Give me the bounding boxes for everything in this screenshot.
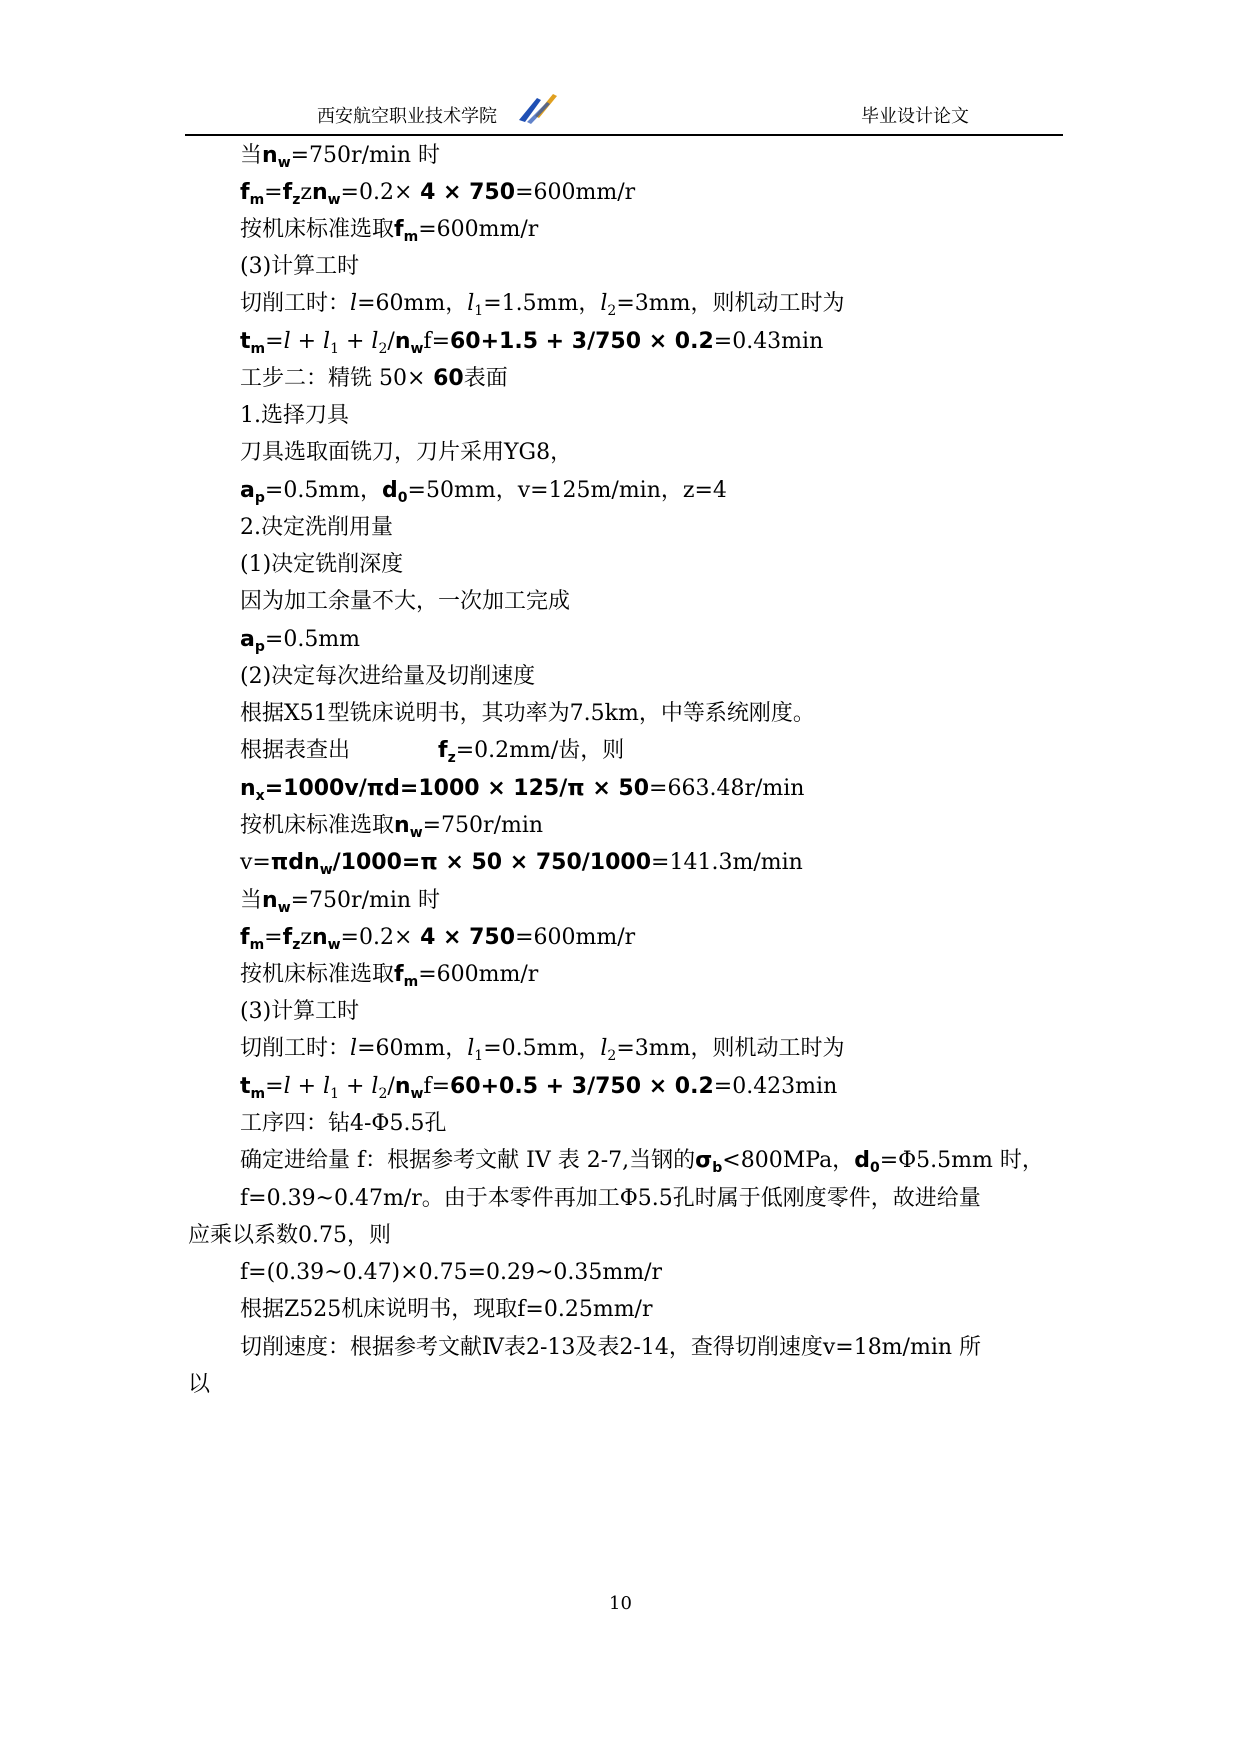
text-line: 2.决定洗削用量 — [240, 515, 393, 540]
text-line: 切削工时：l=60mm，$l_1=1.5mm$，$l_2=3mm$，则机动工时为 — [240, 291, 845, 319]
page-header — [185, 98, 1063, 136]
text-line: 切削速度：根据参考文献Ⅳ表2-13及表2-14，查得切削速度v=18m/min 所 — [240, 1335, 982, 1360]
text-line: 切削工时：l=60mm，$l_1=0.5mm$，$l_2=3mm$，则机动工时为 — [240, 1036, 845, 1064]
text-line: 应乘以系数0.75，则 — [188, 1223, 391, 1248]
school-logo-icon — [517, 92, 563, 124]
formula-line: v=πdn$_w$/1000=π × 50 × 750/1000=141.3m/min — [240, 850, 803, 878]
text-line: 按机床标准选取$f_m=600mm/r$ — [240, 217, 539, 245]
text-line: $f_m=f_zzn_w=0.2\times 4 \times 750=600mm/r$ — [240, 925, 636, 953]
section-heading: 工步二：精铣 50× 60表面 — [240, 366, 508, 391]
text-line: 以 — [188, 1372, 211, 1397]
text-line: (1)决定铣削深度 — [240, 552, 404, 577]
text-line: 根据X51型铣床说明书，其功率为7.5km，中等系统刚度。 — [240, 701, 815, 726]
page-number: 10 — [609, 1593, 632, 1614]
text-line: $f_m=f_zzn_w=0.2\times 4 \times 750=600mm/r$ — [240, 180, 636, 208]
text-line: 1.选择刀具 — [240, 403, 349, 428]
text-line: 确定进给量 f：根据参考文献 IV 表 2-7,当钢的$\sigma_b<800MPa$，$d_0=\Phi 5.5mm$ 时， — [240, 1148, 1044, 1176]
text-line: f=0.39~0.47m/r。由于本零件再加工Φ5.5孔时属于低刚度零件，故进给量 — [240, 1186, 981, 1211]
text-line: $a_p=0.5mm$，$d_0=50mm$，v=125m/min，z=4 — [240, 478, 727, 506]
text-line: 当$n_w=750r/\min$ 时 — [240, 143, 441, 171]
text-line: 当$n_w=750r/\min$ 时 — [240, 888, 441, 916]
formula-line: $t_m=l + l_1 + l_2/n_wf=60+1.5 + 3/750 \times 0.2=0.43\min$ — [240, 329, 824, 357]
section-heading: 工序四：钻4-Φ5.5孔 — [240, 1111, 447, 1136]
text-line: (3)计算工时 — [240, 254, 360, 279]
text-line: 因为加工余量不大，一次加工完成 — [240, 589, 571, 614]
text-line: 按机床标准选取$n_w=750r/\min$ — [240, 813, 544, 841]
text-line: 刀具选取面铣刀，刀片采用YG8， — [240, 440, 573, 465]
text-line: (2)决定每次进给量及切削速度 — [240, 664, 536, 689]
school-name: 西安航空职业技术学院 — [317, 106, 497, 127]
text-line: (3)计算工时 — [240, 999, 360, 1024]
text-line: 根据表查出 $f_z=0.2mm/$齿，则 — [240, 738, 625, 766]
formula-line: $n_x=1000v/\pi d=1000 \times 125/\pi \times 50=663.48r/\min$ — [240, 776, 805, 804]
text-line: 根据Z525机床说明书，现取f=0.25mm/r — [240, 1297, 653, 1322]
formula-line: $t_m=l + l_1 + l_2/n_wf=60+0.5 + 3/750 \times 0.2=0.423\min$ — [240, 1074, 838, 1102]
text-line: 按机床标准选取$f_m=600mm/r$ — [240, 962, 539, 990]
text-line: $a_p=0.5mm$ — [240, 627, 361, 655]
document-title: 毕业设计论文 — [861, 106, 969, 127]
text-line: f=(0.39~0.47)×0.75=0.29~0.35mm/r — [240, 1260, 663, 1285]
